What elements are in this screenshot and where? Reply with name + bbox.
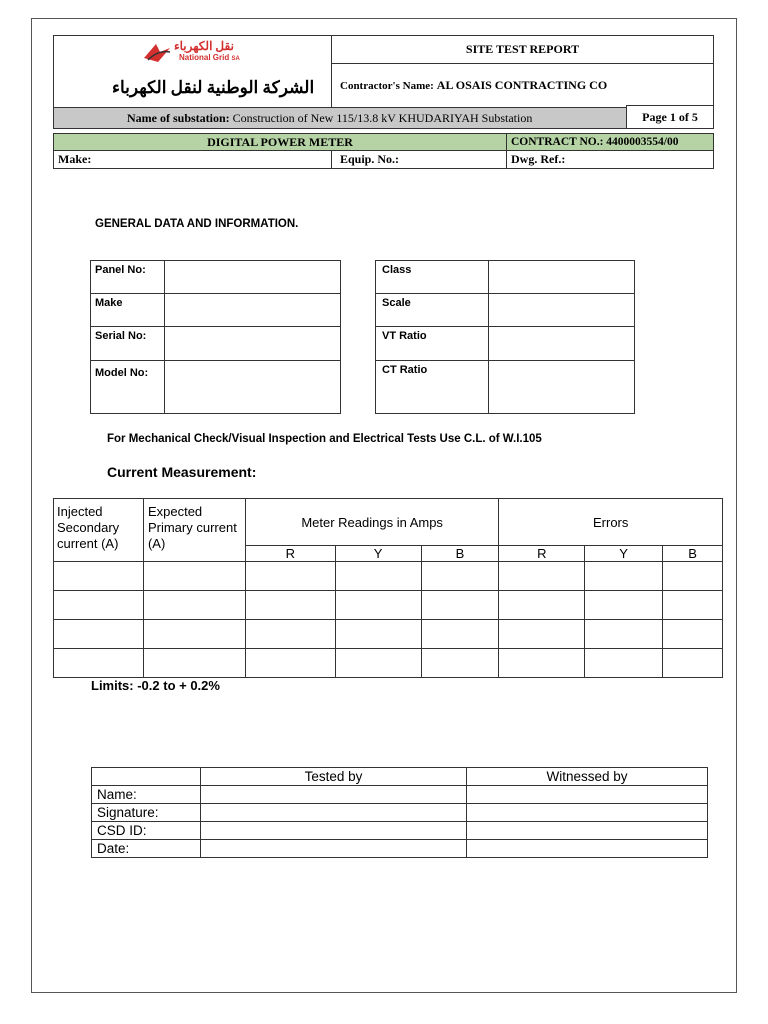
serial-no-label: Serial No: bbox=[91, 327, 165, 361]
dwg-ref-field: Dwg. Ref.: bbox=[506, 150, 714, 169]
error-b-header: B bbox=[663, 546, 723, 562]
signoff-table bbox=[91, 767, 708, 858]
meter-b-header: B bbox=[421, 546, 499, 562]
contract-number: CONTRACT NO.: 4400003554/00 bbox=[506, 133, 714, 151]
national-grid-logo-icon bbox=[142, 42, 172, 64]
substation-band bbox=[53, 107, 714, 129]
vt-ratio-label: VT Ratio bbox=[376, 327, 489, 361]
class-label: Class bbox=[376, 261, 489, 294]
company-arabic: الشركة الوطنية لنقل الكهرباء bbox=[112, 78, 315, 97]
model-no-input[interactable] bbox=[165, 361, 341, 414]
serial-no-input[interactable] bbox=[165, 327, 341, 361]
make-label: Make bbox=[91, 294, 165, 327]
general-left-table bbox=[90, 260, 341, 414]
logo-arabic: نقل الكهرباء bbox=[174, 39, 234, 53]
signature-row-label: Signature: bbox=[92, 804, 201, 822]
panel-no-label: Panel No: bbox=[91, 261, 165, 294]
make-input[interactable] bbox=[165, 294, 341, 327]
table-row bbox=[54, 620, 723, 649]
scale-input[interactable] bbox=[489, 294, 635, 327]
signoff-corner bbox=[92, 768, 201, 786]
logo-cell bbox=[53, 35, 332, 108]
tested-by-header: Tested by bbox=[201, 768, 467, 786]
class-input[interactable] bbox=[489, 261, 635, 294]
meter-r-header: R bbox=[245, 546, 335, 562]
make-field: Make: bbox=[53, 150, 332, 169]
error-y-header: Y bbox=[585, 546, 663, 562]
csd-id-row-label: CSD ID: bbox=[92, 822, 201, 840]
page-number: Page 1 of 5 bbox=[626, 105, 714, 129]
ct-ratio-input[interactable] bbox=[489, 361, 635, 414]
model-no-label: Model No: bbox=[91, 361, 165, 414]
equipment-title: DIGITAL POWER METER bbox=[53, 133, 507, 151]
table-row bbox=[54, 562, 723, 591]
vt-ratio-input[interactable] bbox=[489, 327, 635, 361]
date-row-label: Date: bbox=[92, 840, 201, 858]
contractor-value: AL OSAIS CONTRACTING CO bbox=[436, 78, 608, 92]
scale-label: Scale bbox=[376, 294, 489, 327]
contractor-label: Contractor's Name: bbox=[340, 80, 434, 92]
meter-y-header: Y bbox=[335, 546, 421, 562]
logo-english: National Grid SA bbox=[179, 53, 240, 62]
report-title: SITE TEST REPORT bbox=[331, 35, 714, 64]
ct-ratio-label: CT Ratio bbox=[376, 361, 489, 414]
table-row bbox=[54, 591, 723, 620]
witnessed-by-header: Witnessed by bbox=[467, 768, 708, 786]
col-meter-header: Meter Readings in Amps bbox=[245, 499, 499, 546]
substation-label: Name of substation: bbox=[127, 111, 230, 125]
panel-no-input[interactable] bbox=[165, 261, 341, 294]
instruction-text: For Mechanical Check/Visual Inspection and Electrical Tests Use C.L. of W.I.105 bbox=[107, 433, 542, 445]
general-heading: GENERAL DATA AND INFORMATION. bbox=[95, 218, 299, 230]
general-right-table bbox=[375, 260, 635, 414]
col-errors-header: Errors bbox=[499, 499, 723, 546]
error-r-header: R bbox=[499, 546, 585, 562]
limits-text: Limits: -0.2 to + 0.2% bbox=[91, 678, 220, 693]
equip-no-field: Equip. No.: bbox=[331, 150, 507, 169]
name-row-label: Name: bbox=[92, 786, 201, 804]
current-heading: Current Measurement: bbox=[107, 464, 257, 480]
col-injected-header: Injected Secondary current (A) bbox=[54, 499, 144, 562]
substation-value: Construction of New 115/13.8 kV KHUDARIYAH Substation bbox=[232, 111, 533, 125]
current-table bbox=[53, 498, 723, 678]
col-expected-header: Expected Primary current (A) bbox=[143, 499, 245, 562]
table-row bbox=[54, 649, 723, 678]
contractor-cell bbox=[331, 63, 714, 108]
